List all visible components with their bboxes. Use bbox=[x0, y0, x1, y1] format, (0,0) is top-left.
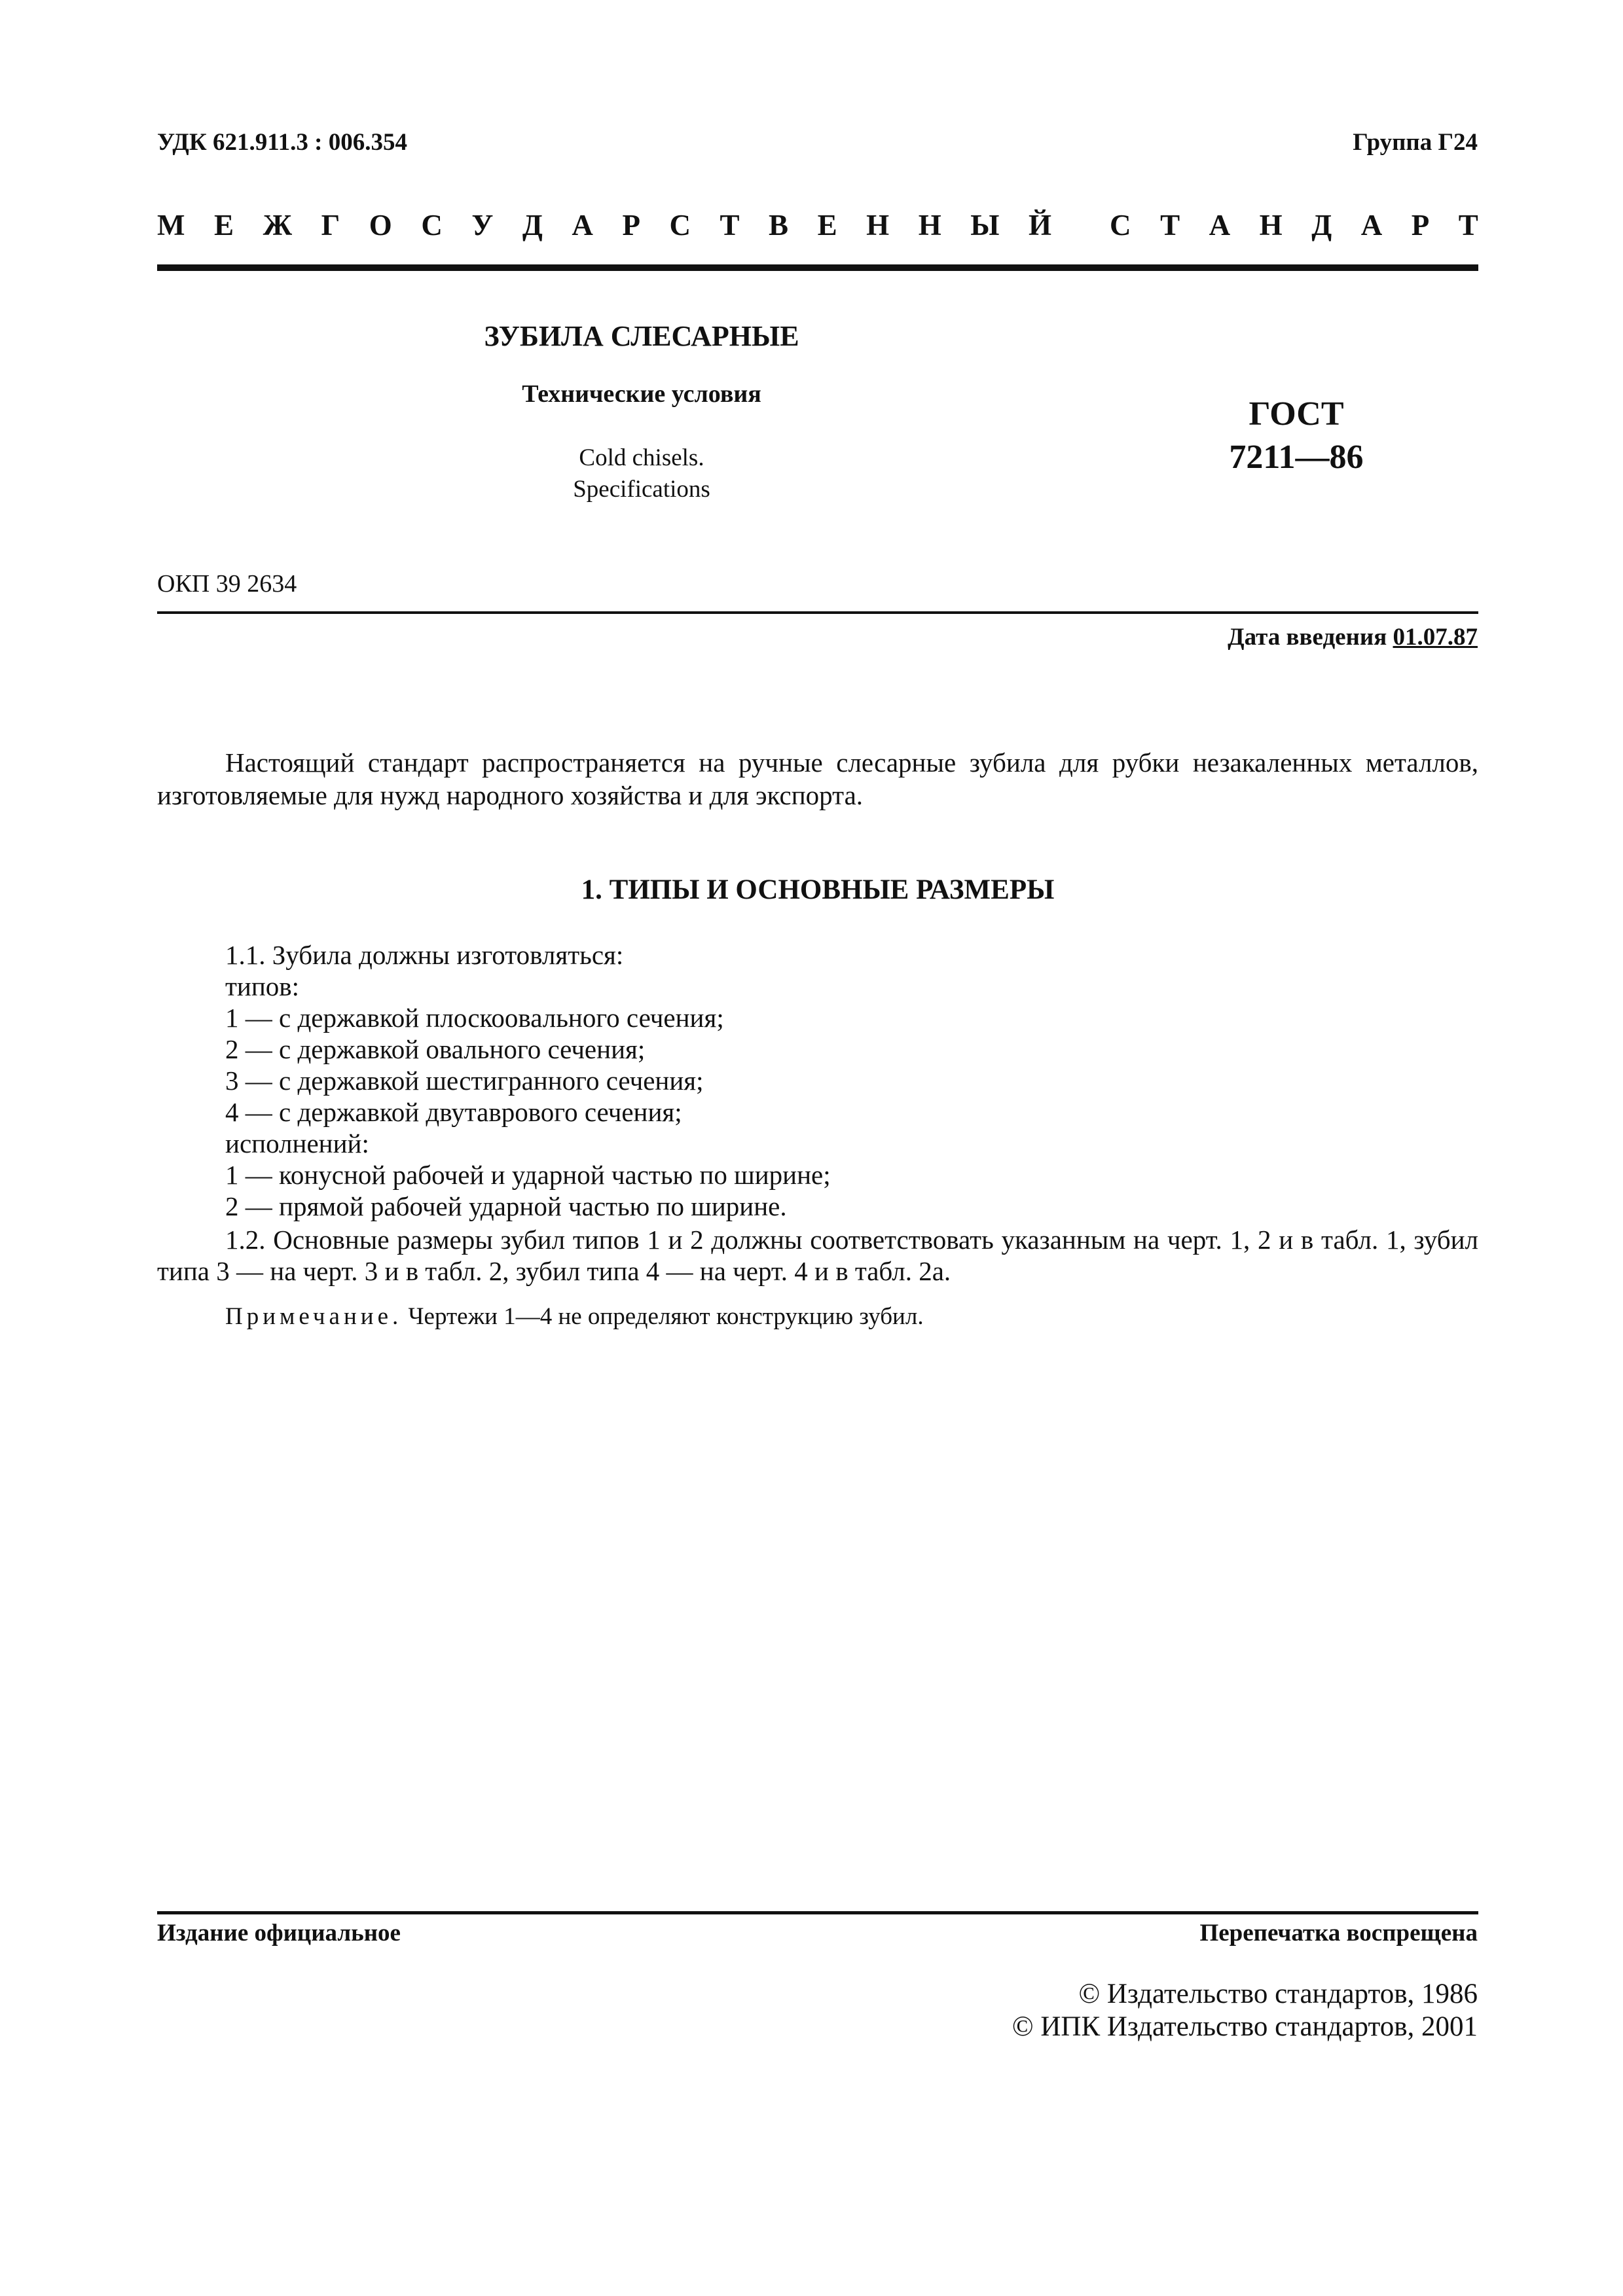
clause-1-2: 1.2. Основные размеры зубил типов 1 и 2 должны соответствовать указанным на черт. 1, 2 и в табл. 1, зубил типа 3 — на черт. 3 и в табл. 2, зубил типа 4 — на черт. 4 и в табл. 2а. bbox=[157, 1225, 1478, 1286]
heading-letter: Д bbox=[522, 209, 543, 242]
introduction-date bbox=[1228, 623, 1478, 651]
heading-letter: Е bbox=[817, 209, 837, 242]
interstate-standard-heading bbox=[157, 208, 1478, 242]
heading-letter: В bbox=[769, 209, 789, 242]
header-divider-thick bbox=[157, 264, 1478, 271]
introduction-date-label: Дата введения bbox=[1228, 624, 1387, 651]
heading-letter: О bbox=[369, 209, 392, 242]
note-label: Примечание. bbox=[225, 1303, 403, 1330]
english-title-line: Specifications bbox=[573, 476, 710, 503]
gost-label: ГОСТ bbox=[1249, 395, 1344, 433]
group-code: Группа Г24 bbox=[1353, 129, 1478, 156]
note-text: Чертежи 1—4 не определяют конструкцию зубил. bbox=[408, 1303, 924, 1330]
okp-code: ОКП 39 2634 bbox=[157, 570, 297, 598]
heading-letter: А bbox=[1360, 209, 1383, 242]
heading-letter: Д bbox=[1311, 209, 1332, 242]
gost-number: 7211—86 bbox=[1229, 439, 1364, 476]
heading-letter: М bbox=[157, 209, 185, 242]
document-title: ЗУБИЛА СЛЕСАРНЫЕ bbox=[484, 320, 799, 352]
copyright-line: © Издательство стандартов, 1986 bbox=[1078, 1979, 1478, 2009]
heading-letter: У bbox=[471, 209, 494, 242]
heading-letter: А bbox=[1209, 209, 1231, 242]
list-item: типов: bbox=[225, 971, 300, 1001]
reprint-prohibited-label: Перепечатка воспрещена bbox=[1199, 1920, 1478, 1946]
heading-letter: Р bbox=[622, 209, 640, 242]
list-item: 3 — с державкой шестигранного сечения; bbox=[225, 1066, 704, 1096]
scope-paragraph: Настоящий стандарт распространяется на ручные слесарные зубила для рубки незакаленных металлов, изготовляемые для нужд народного хозяйства и для экспорта. bbox=[157, 747, 1478, 810]
section-title: 1. ТИПЫ И ОСНОВНЫЕ РАЗМЕРЫ bbox=[581, 874, 1055, 905]
heading-letter: Ж bbox=[263, 209, 293, 242]
list-item: 2 — с державкой овального сечения; bbox=[225, 1034, 646, 1064]
heading-letter: Й bbox=[1028, 209, 1051, 242]
udk-code: УДК 621.911.3 : 006.354 bbox=[157, 129, 407, 156]
heading-letter: Н bbox=[918, 209, 941, 242]
types-list bbox=[225, 939, 1478, 1222]
heading-letter: Н bbox=[866, 209, 890, 242]
introduction-date-value: 01.07.87 bbox=[1393, 624, 1478, 651]
note bbox=[225, 1302, 924, 1331]
heading-letter: Е bbox=[214, 209, 234, 242]
heading-letter: С bbox=[421, 209, 443, 242]
heading-letter: А bbox=[572, 209, 593, 242]
footer-divider bbox=[157, 1911, 1478, 1914]
heading-letter: Т bbox=[1160, 209, 1180, 242]
english-title bbox=[327, 442, 956, 505]
official-edition-label: Издание официальное bbox=[157, 1920, 401, 1946]
list-item: 1 — конусной рабочей и ударной частью по ширине; bbox=[225, 1160, 831, 1190]
english-title-line: Cold chisels. bbox=[579, 444, 704, 471]
heading-letter: С bbox=[1110, 209, 1131, 242]
heading-letter: Т bbox=[720, 209, 740, 242]
list-item: 2 — прямой рабочей ударной частью по ширине. bbox=[225, 1191, 787, 1221]
heading-letter: Н bbox=[1259, 209, 1283, 242]
gost-designation bbox=[1139, 393, 1453, 479]
heading-letter: Ы bbox=[970, 209, 1000, 242]
document-subtitle: Технические условия bbox=[522, 380, 761, 408]
list-item: 4 — с державкой двутаврового сечения; bbox=[225, 1097, 682, 1127]
heading-letter: Г bbox=[321, 209, 340, 242]
heading-letter: Т bbox=[1458, 209, 1478, 242]
list-item: 1.1. Зубила должны изготовляться: bbox=[225, 940, 624, 970]
heading-letter: Р bbox=[1411, 209, 1430, 242]
list-item: исполнений: bbox=[225, 1128, 369, 1158]
okp-divider bbox=[157, 611, 1478, 614]
list-item: 1 — с державкой плоскоовального сечения; bbox=[225, 1003, 724, 1033]
heading-letter: С bbox=[669, 209, 691, 242]
copyright-line: © ИПК Издательство стандартов, 2001 bbox=[1012, 2011, 1478, 2042]
